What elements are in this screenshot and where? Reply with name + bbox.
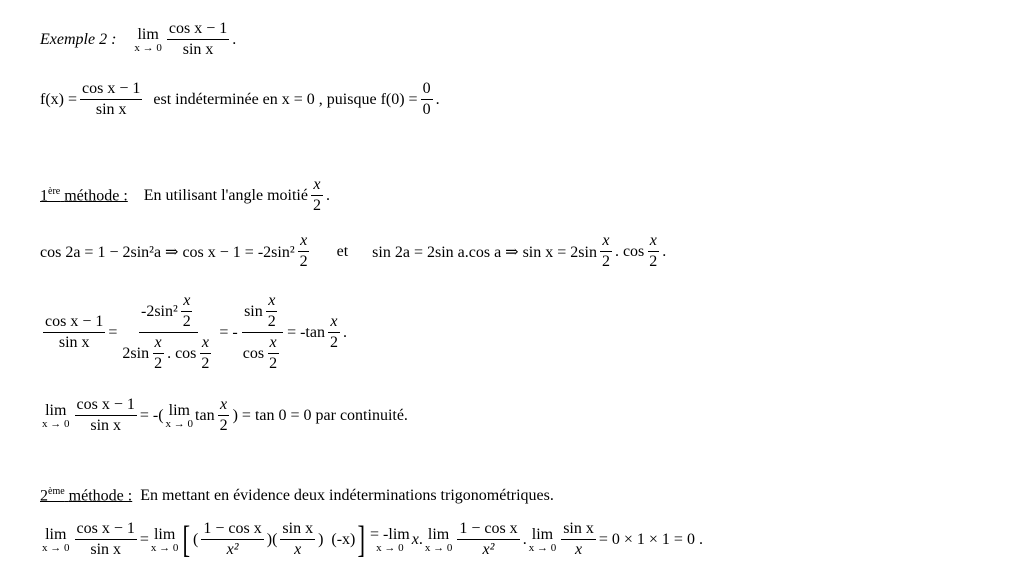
function-label: f(x) =	[40, 90, 78, 108]
example-fraction: $\frac{\text{cos x − 1}}{\text{sin x}}$	[168, 20, 228, 58]
method2-label: 2ème méthode :	[40, 486, 133, 505]
function-fraction: $\frac{\text{cos x − 1}}{\text{sin x}}$	[82, 80, 141, 118]
method2-heading	[40, 486, 554, 505]
example-title: Exemple 2 :	[40, 30, 117, 48]
method1-label: 1ère méthode :	[40, 185, 128, 205]
continuity-result: ) = tan 0 = 0 par continuité.	[232, 406, 408, 424]
limit-product-line: lim x → 0 $\frac{\text{cos x − 1}}{\text{sin x}}$ = lim x → 0 [ ( $\frac{\text{1 − cos x}}{\text{x²}}$ )( $\frac{\text{sin x}}{x}$ ) (-x) ] = -lim x → 0 x . lim x → 0 $\frac{\text{1 − cos x}}{\text{x²}}$ . lim x → 0 $\frac{\text{sin x}}{x}$ = 0 × 1 × 1 = 0 .	[42, 518, 703, 561]
final-result: = 0 × 1 × 1 = 0 .	[598, 530, 703, 548]
limit-continuity-line: lim x → 0 $\frac{\text{cos x − 1}}{\text{sin x}}$ = -( lim x → 0 tan $\frac{x}{2}$ ) = tan 0 = 0 par continuité.	[42, 396, 408, 434]
method1-heading: 1ère méthode : En utilisant l'angle moitié $\frac{x}{2}$ .	[40, 176, 330, 214]
half-angle-fraction: $\frac{x}{2}$	[312, 176, 321, 214]
identity-cos: cos 2a = 1 − 2sin²a ⇒ cos x − 1 = -2sin²	[40, 243, 295, 261]
fraction-equation-line: $\frac{\text{cos x − 1}}{\text{sin x}}$ = -2sin² $\frac{x}{2}$ 2sin $\frac{x}{2}$ . cos $\frac{x}{2}$ = - sin $\frac{x}{2}$ cos $\frac{x}{2}$ = -tan $\frac{x}{2}$ .	[45, 292, 347, 372]
rhs-fraction: sin $\frac{x}{2}$ cos $\frac{x}{2}$	[241, 292, 284, 373]
mid-fraction: -2sin² $\frac{x}{2}$ 2sin $\frac{x}{2}$ . cos $\frac{x}{2}$	[122, 292, 210, 372]
identity-sin: sin 2a = 2sin a.cos a ⇒ sin x = 2sin	[372, 243, 597, 261]
f0-fraction: $\frac{0}{0}$	[422, 80, 431, 118]
lhs-fraction: $\frac{\text{cos x − 1}}{\text{sin x}}$	[45, 313, 104, 351]
identities-line: cos 2a = 1 − 2sin²a ⇒ cos x − 1 = -2sin² $\frac{x}{2}$ et sin 2a = 2sin a.cos a ⇒ sin x = 2sin $\frac{x}{2}$ . cos $\frac{x}{2}$ .	[40, 232, 667, 270]
method1-description: En utilisant l'angle moitié	[143, 186, 308, 204]
indeterminate-text: est indéterminée en x = 0 , puisque f(0) =	[153, 90, 418, 108]
identity-conjunction: et	[336, 242, 349, 260]
example-title-line: Exemple 2 : lim x → 0 $\frac{\text{cos x − 1}}{\text{sin x}}$ .	[40, 20, 237, 58]
method2-description: En mettant en évidence deux indéterminations trigonométriques.	[140, 486, 554, 504]
indeterminate-line: f(x) = $\frac{\text{cos x − 1}}{\text{sin x}}$ est indéterminée en x = 0 , puisque f(0) = $\frac{0}{0}$ .	[40, 80, 440, 118]
limit-operator: lim x → 0	[134, 25, 162, 54]
